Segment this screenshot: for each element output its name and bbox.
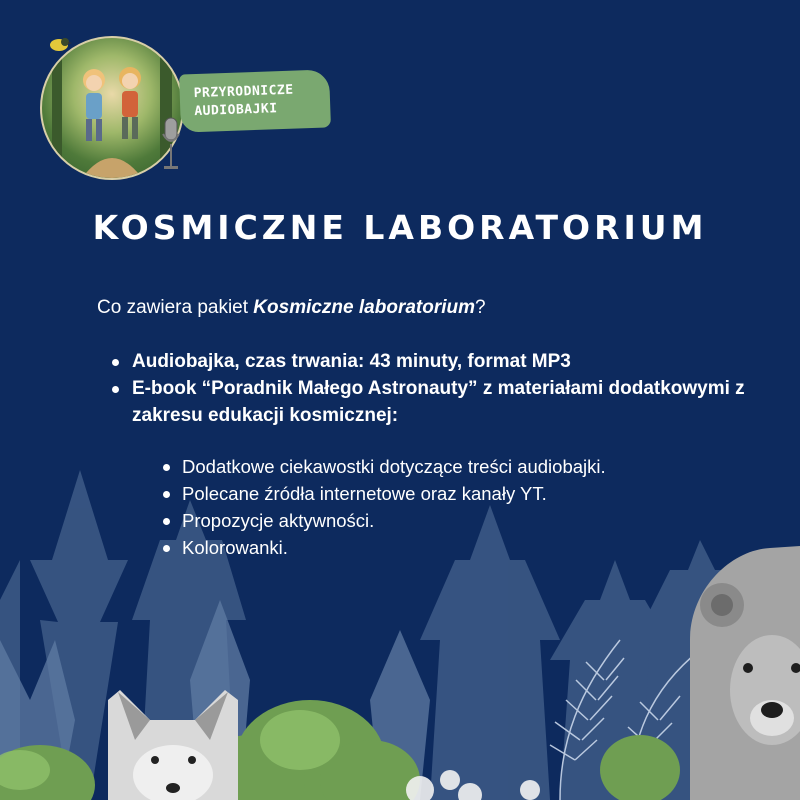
microphone-icon (160, 116, 182, 176)
list-item: Polecane źródła internetowe oraz kanały YT. (158, 480, 778, 507)
logo-text-line2: AUDIOBAJKI (194, 101, 278, 120)
intro-package-name: Kosmiczne laboratorium (253, 297, 476, 318)
list-item: Audiobajka, czas trwania: 43 minuty, format MP3 (108, 348, 748, 375)
intro-suffix: ? (475, 297, 486, 318)
ebook-contents-list (158, 453, 778, 561)
list-item: E-book “Poradnik Małego Astronauty” z materiałami dodatkowymi z zakresu edukacji kosmicznej: (108, 375, 748, 429)
intro-text (97, 297, 737, 319)
bird-icon (46, 34, 72, 54)
logo-text-line1: PRZYRODNICZE (193, 82, 294, 102)
list-item: Kolorowanki. (158, 534, 778, 561)
brand-logo (40, 28, 370, 178)
list-item: Propozycje aktywności. (158, 507, 778, 534)
intro-prefix: Co zawiera pakiet (97, 297, 254, 318)
logo-banner (179, 69, 331, 132)
page-title: KOSMICZNE LABORATORIUM (92, 208, 708, 247)
list-item: Dodatkowe ciekawostki dotyczące treści audiobajki. (158, 453, 778, 480)
package-contents-list (108, 348, 748, 429)
